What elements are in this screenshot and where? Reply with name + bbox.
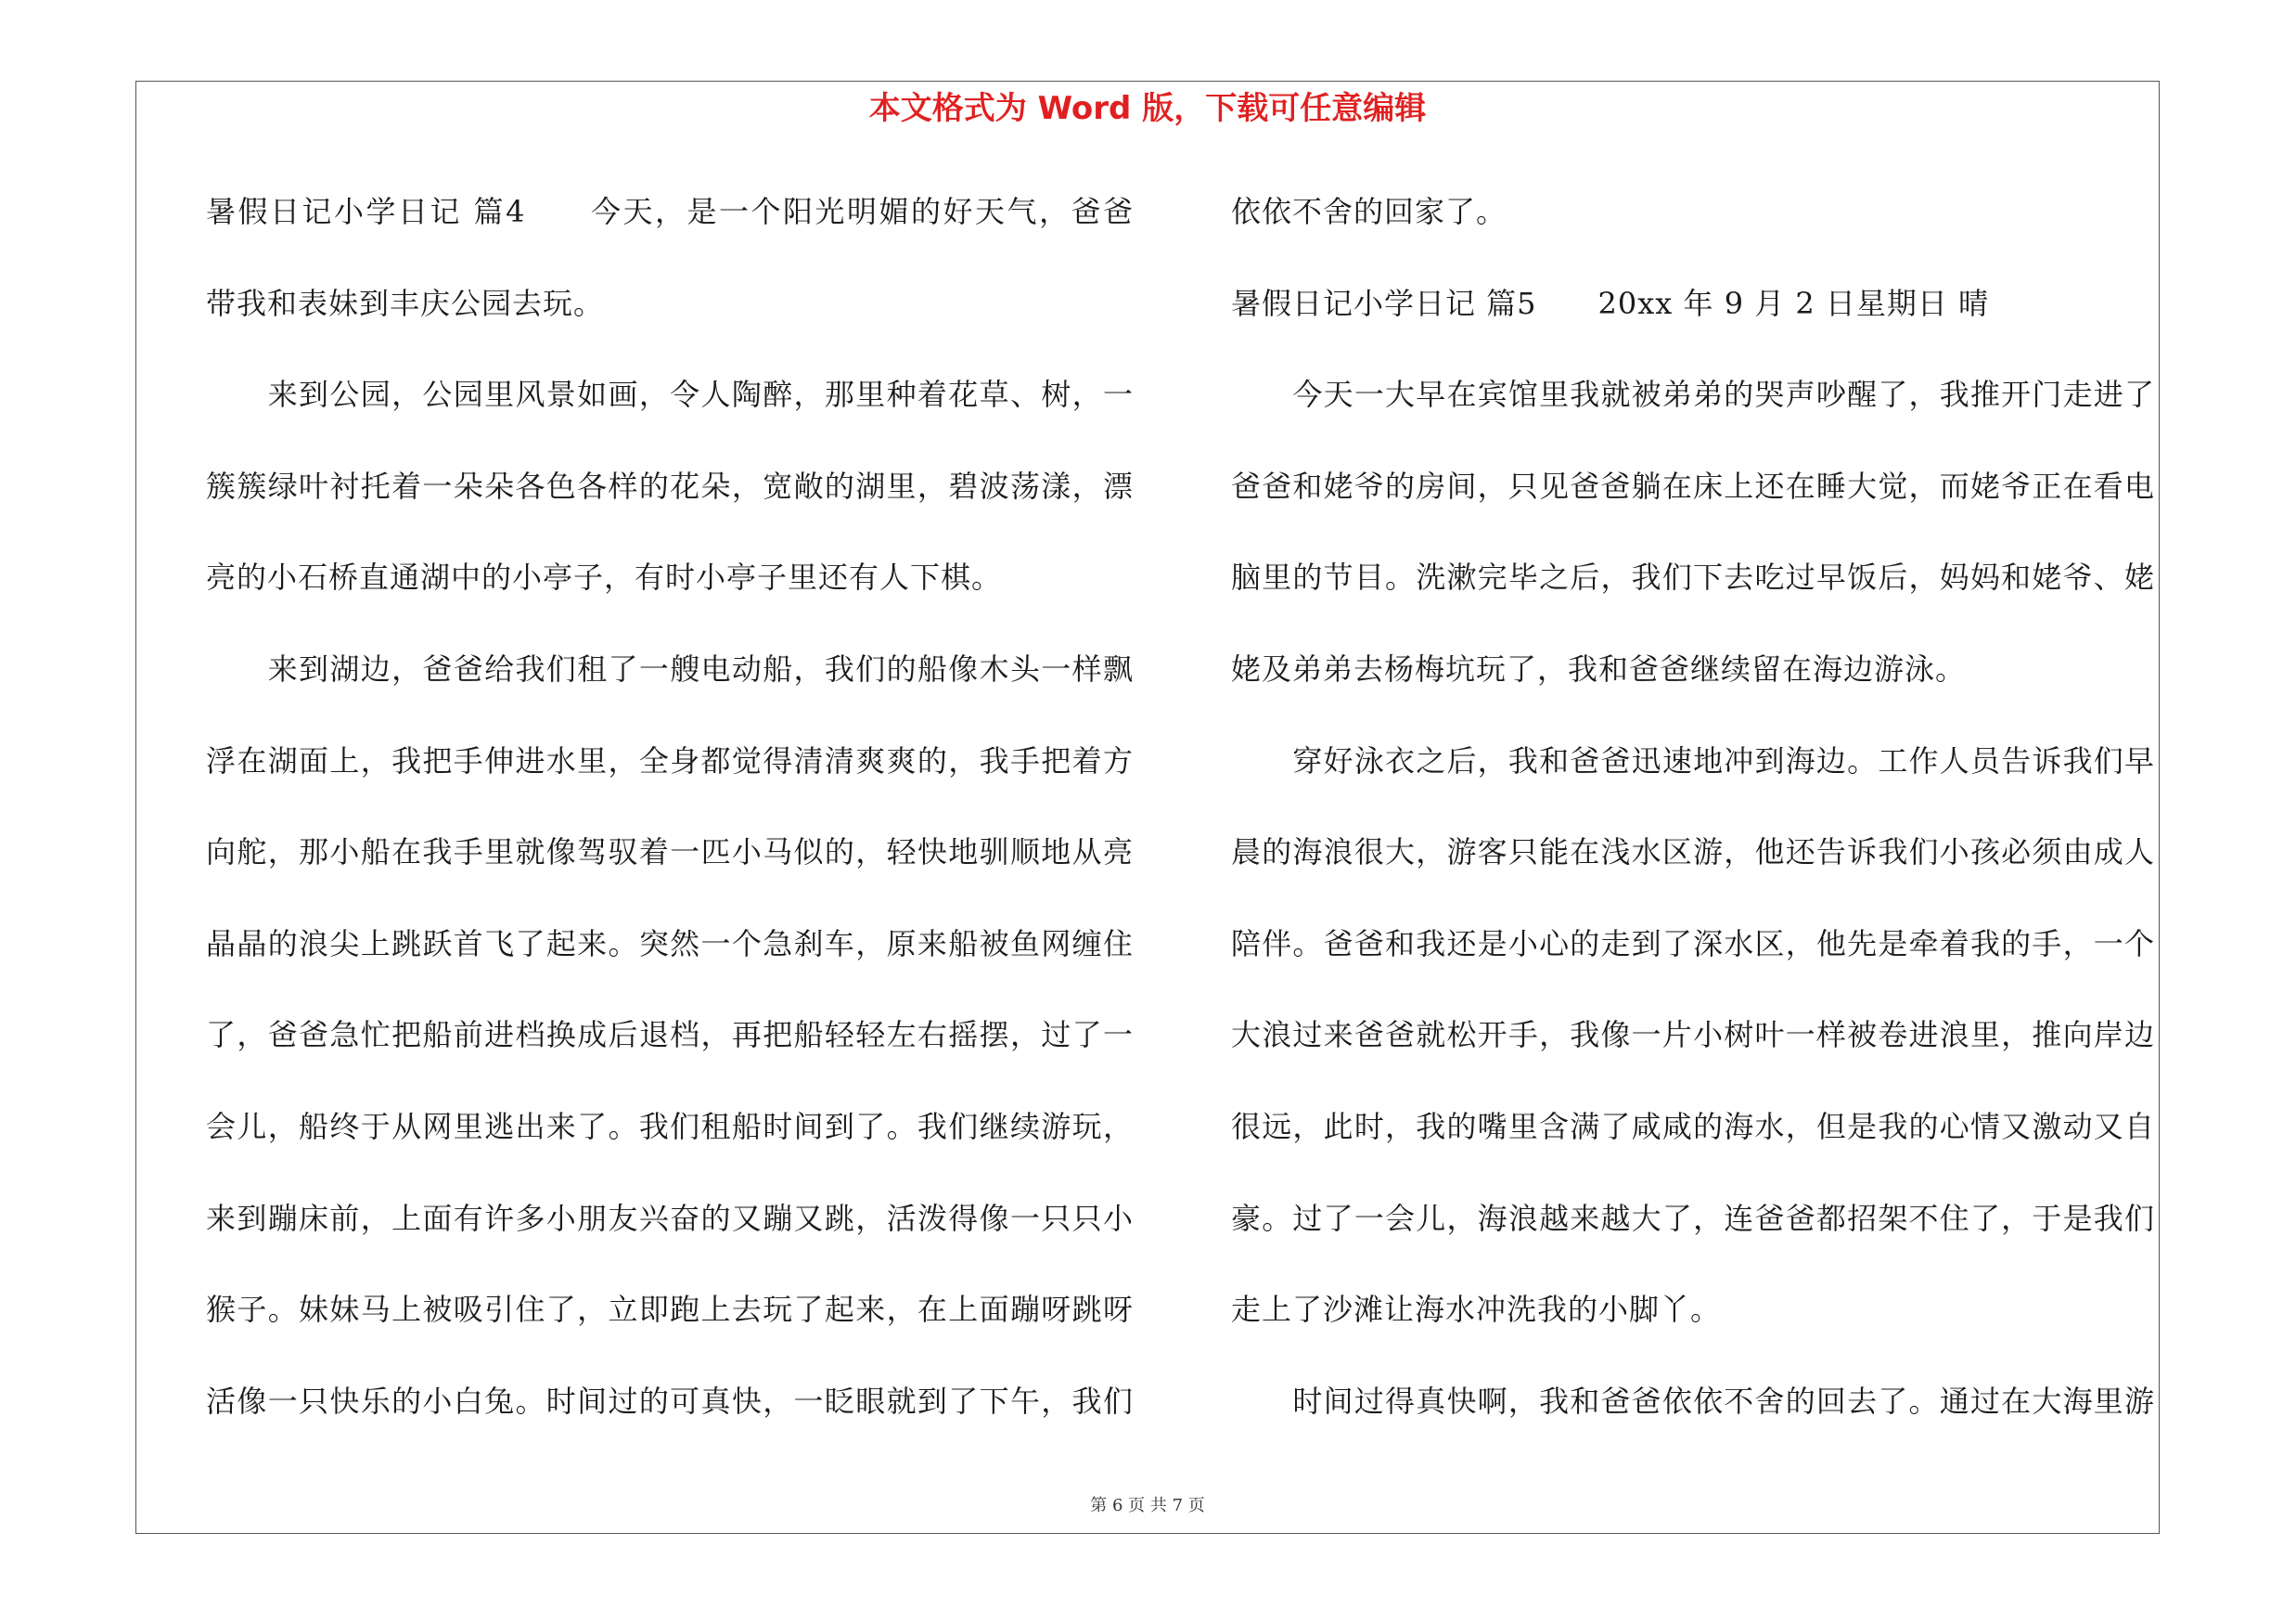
text-line: 活像一只快乐的小白兔。时间过的可真快，一眨眼就到了下午，我们 [206, 1383, 1134, 1419]
right-column [1231, 184, 2155, 1464]
header-banner: 本文格式为 Word 版，下载可任意编辑 [868, 90, 1427, 127]
text-line: 大浪过来爸爸就松开手，我像一片小树叶一样被卷进浪里，推向岸边 [1231, 1017, 2155, 1053]
text-line: 依依不舍的回家了。 [1231, 194, 1507, 229]
text-line: 豪。过了一会儿，海浪越来越大了，连爸爸都招架不住了，于是我们 [1231, 1200, 2155, 1236]
text-line: 很远，此时，我的嘴里含满了咸咸的海水，但是我的心情又激动又自 [1231, 1108, 2155, 1144]
text-line: 爸爸和姥爷的房间，只见爸爸躺在床上还在睡大觉，而姥爷正在看电 [1231, 468, 2155, 504]
text-line: 会儿，船终于从网里逃出来了。我们租船时间到了。我们继续游玩， [206, 1108, 1134, 1144]
text-line: 脑里的节目。洗漱完毕之后，我们下去吃过早饭后，妈妈和姥爷、姥 [1231, 560, 2155, 596]
text-line: 来到公园，公园里风景如画，令人陶醉，那里种着花草、树，一 [206, 377, 1134, 413]
text-line: 暑假日记小学日记 篇5 20xx 年 9 月 2 日星期日 晴 [1231, 285, 1990, 321]
text-line: 亮的小石桥直通湖中的小亭子，有时小亭子里还有人下棋。 [206, 560, 1003, 596]
left-column [206, 184, 1134, 1464]
text-line: 陪伴。爸爸和我还是小心的走到了深水区，他先是牵着我的手，一个 [1231, 925, 2155, 961]
text-line: 来到蹦床前，上面有许多小朋友兴奋的又蹦又跳，活泼得像一只只小 [206, 1200, 1134, 1236]
text-line: 暑假日记小学日记 篇4 今天，是一个阳光明媚的好天气，爸爸 [206, 194, 1134, 229]
text-line: 猴子。妹妹马上被吸引住了，立即跑上去玩了起来，在上面蹦呀跳呀 [206, 1292, 1134, 1328]
text-line: 带我和表妹到丰庆公园去玩。 [206, 285, 605, 321]
text-line: 了，爸爸急忙把船前进档换成后退档，再把船轻轻左右摇摆，过了一 [206, 1017, 1134, 1053]
text-line: 走上了沙滩让海水冲洗我的小脚丫。 [1231, 1292, 1722, 1328]
text-line: 来到湖边，爸爸给我们租了一艘电动船，我们的船像木头一样飘 [206, 650, 1134, 687]
text-line: 穿好泳衣之后，我和爸爸迅速地冲到海边。工作人员告诉我们早 [1231, 742, 2155, 779]
text-line: 向舵，那小船在我手里就像驾驭着一匹小马似的，轻快地驯顺地从亮 [206, 834, 1134, 870]
text-line: 簇簇绿叶衬托着一朵朵各色各样的花朵，宽敞的湖里，碧波荡漾，漂 [206, 468, 1134, 504]
page-number: 第 6 页 共 7 页 [1090, 1496, 1205, 1515]
text-line: 时间过得真快啊，我和爸爸依依不舍的回去了。通过在大海里游 [1231, 1383, 2155, 1419]
text-line: 晶晶的浪尖上跳跃首飞了起来。突然一个急刹车，原来船被鱼网缠住 [206, 925, 1134, 961]
text-line: 今天一大早在宾馆里我就被弟弟的哭声吵醒了，我推开门走进了 [1231, 377, 2155, 413]
text-line: 姥及弟弟去杨梅坑玩了，我和爸爸继续留在海边游泳。 [1231, 650, 1967, 687]
text-line: 浮在湖面上，我把手伸进水里，全身都觉得清清爽爽的，我手把着方 [206, 742, 1134, 779]
text-line: 晨的海浪很大，游客只能在浅水区游，他还告诉我们小孩必须由成人 [1231, 834, 2155, 870]
